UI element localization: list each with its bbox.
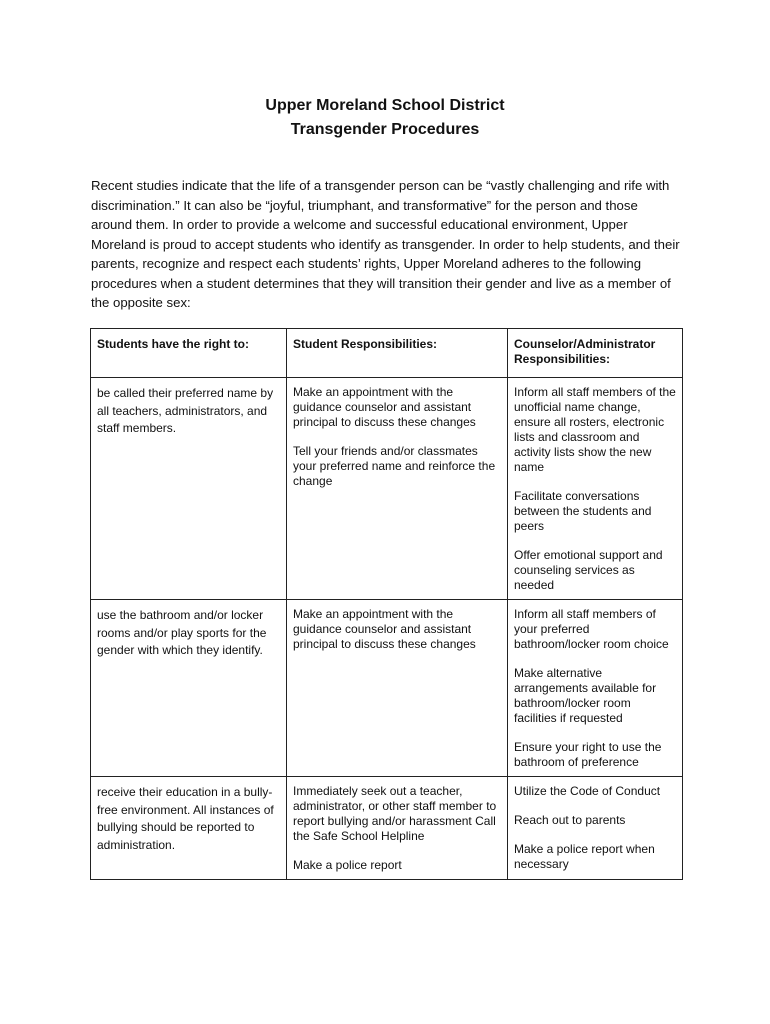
counselor-cell <box>508 378 683 600</box>
student-cell <box>287 378 508 600</box>
counselor-item: Make alternative arrangements available for bathroom/locker room facilities if requested <box>514 666 657 725</box>
header-counselor-responsibilities: Counselor/Administrator Responsibilities: <box>508 329 683 378</box>
counselor-item: Offer emotional support and counseling services as needed <box>514 548 663 592</box>
counselor-item: Ensure your right to use the bathroom of preference <box>514 740 662 769</box>
counselor-item: Utilize the Code of Conduct <box>514 784 661 798</box>
procedures-title: Transgender Procedures <box>290 121 480 138</box>
counselor-item: Inform all staff members of the unofficial name change, ensure all rosters, electronic lists and classroom and activity lists show the new name <box>514 385 676 474</box>
counselor-item: Reach out to parents <box>514 813 626 827</box>
intro-paragraph: Recent studies indicate that the life of a transgender person can be “vastly challenging and rife with discrimination.” It can also be “joyful, triumphant, and transformative” for the person and those around them. In order to provide a welcome and successful educational environment, Upper Moreland is proud to accept students who identify as transgender. In order to help students, and their parents, recognize and respect each students’ rights, Upper Moreland adheres to the following procedures when a student determines that they will transition their gender and live as a member of the opposite sex: <box>91 178 680 310</box>
student-item: Make a police report <box>293 858 402 872</box>
counselor-cell <box>508 777 683 880</box>
counselor-item: Make a police report when necessary <box>514 842 655 871</box>
right-cell: use the bathroom and/or locker rooms and/or play sports for the gender with which they identify. <box>91 600 287 777</box>
counselor-cell <box>508 600 683 777</box>
counselor-item: Facilitate conversations between the students and peers <box>514 489 652 533</box>
table-header-row <box>91 329 683 378</box>
student-item: Tell your friends and/or classmates your preferred name and reinforce the change <box>293 444 496 488</box>
table-row <box>91 777 683 880</box>
district-title: Upper Moreland School District <box>265 97 505 114</box>
student-item: Make an appointment with the guidance counselor and assistant principal to discuss these changes <box>293 607 476 651</box>
header-rights: Students have the right to: <box>91 329 287 378</box>
right-cell: be called their preferred name by all teachers, administrators, and staff members. <box>91 378 287 600</box>
student-item: Make an appointment with the guidance counselor and assistant principal to discuss these changes <box>293 385 476 429</box>
table-row <box>91 378 683 600</box>
student-cell <box>287 600 508 777</box>
title-block <box>0 94 770 142</box>
right-cell: receive their education in a bully-free environment. All instances of bullying should be reported to administration. <box>91 777 287 880</box>
procedures-table <box>90 328 683 880</box>
header-student-responsibilities: Student Responsibilities: <box>287 329 508 378</box>
counselor-item: Inform all staff members of your preferred bathroom/locker room choice <box>514 607 669 651</box>
student-cell <box>287 777 508 880</box>
table-row <box>91 600 683 777</box>
student-item: Immediately seek out a teacher, administrator, or other staff member to report bullying and/or harassment Call the Safe School Helpline <box>293 784 497 843</box>
